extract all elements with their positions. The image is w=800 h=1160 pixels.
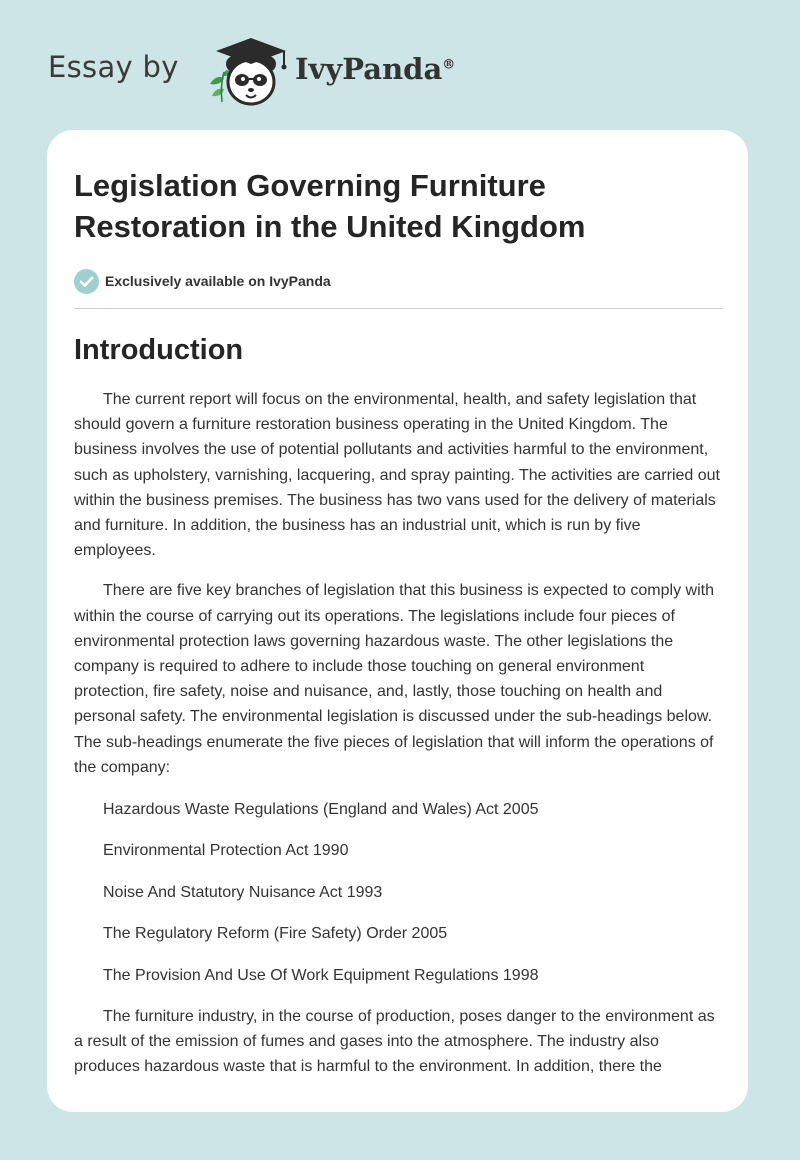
article-content [74,130,723,1079]
divider [74,308,723,309]
legislation-item: Hazardous Waste Regulations (England and Wales) Act 2005 [103,800,539,818]
legislation-list [74,797,723,988]
registered-mark: ® [442,57,456,73]
legislation-item: Environmental Protection Act 1990 [103,842,349,860]
article-title: Legislation Governing Furniture Restoration in the United Kingdom [74,168,586,244]
site-header [48,34,548,114]
section-heading: Introduction [74,334,244,366]
brand-name[interactable]: IvyPanda® [295,52,456,86]
paragraph: There are five key branches of legislation that this business is expected to comply with within the course of carrying out its operations. The legislations include four pieces of environmental protection laws governing hazardous waste. The other legislations the company is required to adhere to include those touching on general environment protection, fire safety, noise and nuisance, and, lastly, those touching on health and personal safety. The environmental legislation is discussed under the sub-headings below. The sub-headings enumerate the five pieces of legislation that will inform the operations of the company: [74,582,714,776]
legislation-item: The Regulatory Reform (Fire Safety) Order 2005 [103,925,448,943]
paragraph: The furniture industry, in the course of production, poses danger to the environment as a result of the emission of fumes and gases into the atmosphere. The industry also produces hazardous waste that is harmful to the environment. In addition, there the [74,1007,715,1075]
exclusive-badge [74,267,723,295]
legislation-item: The Provision And Use Of Work Equipment Regulations 1998 [103,966,539,984]
ivypanda-logo-icon[interactable] [202,34,290,110]
article-card [47,130,748,1112]
essay-by-label: Essay by [48,50,179,84]
exclusive-badge-label: Exclusively available on IvyPanda [105,273,331,289]
paragraph: The current report will focus on the environmental, health, and safety legislation that should govern a furniture restoration business operating in the United Kingdom. The business involves the use of potential pollutants and activities harmful to the environment, such as upholstery, varnishing, lacquering, and spray painting. The activities are carried out within the business premises. The business has two vans used for the delivery of materials and furniture. In addition, the business has an industrial unit, which is run by five employees. [74,391,720,560]
check-circle-icon [74,269,99,294]
legislation-item: Noise And Statutory Nuisance Act 1993 [103,883,383,901]
